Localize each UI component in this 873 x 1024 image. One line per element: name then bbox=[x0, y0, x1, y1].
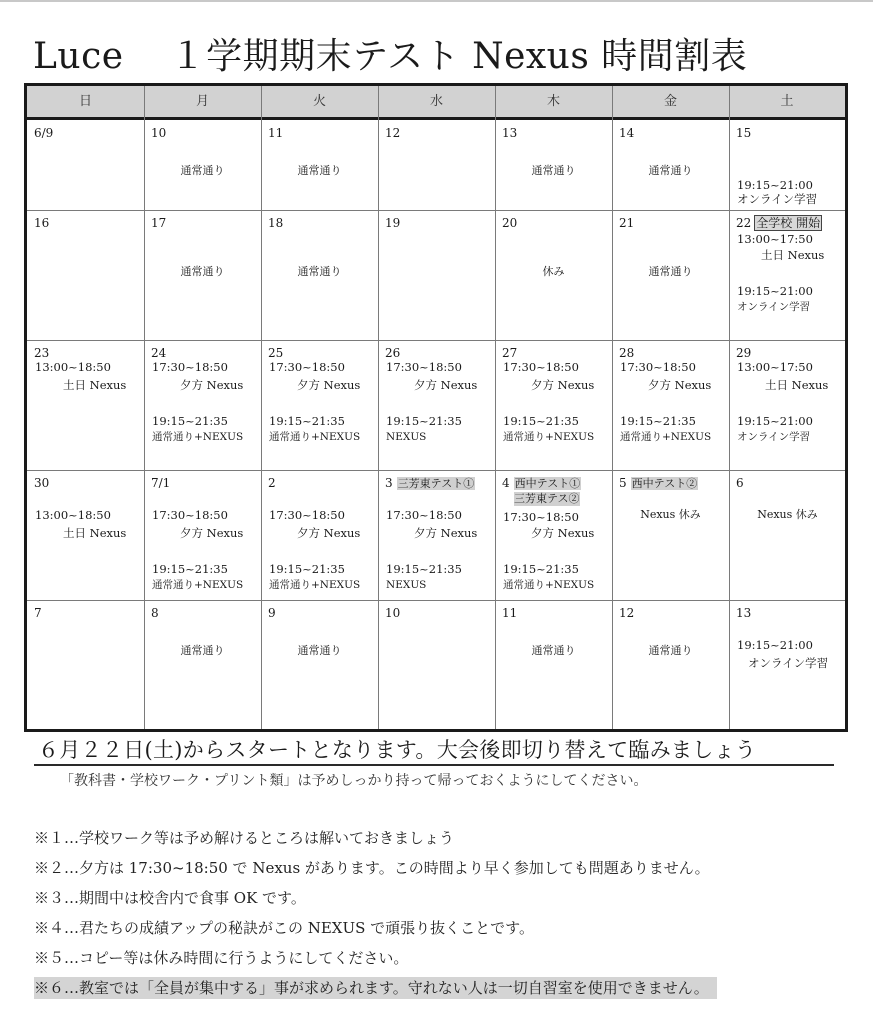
program-text: NEXUS bbox=[386, 579, 427, 591]
time-text: 19:15~21:35 bbox=[386, 562, 462, 576]
program-text: 夕方 Nexus bbox=[180, 526, 244, 540]
weekday-1: 月 bbox=[195, 94, 209, 109]
day-number: 22 全学校 開始 bbox=[736, 216, 821, 230]
brand-name: Luce bbox=[33, 36, 124, 77]
calendar-day-cell bbox=[378, 600, 495, 729]
day-number: 10 bbox=[385, 606, 401, 620]
calendar-day-cell bbox=[378, 470, 495, 600]
weekday-0: 日 bbox=[78, 94, 92, 109]
program-text: オンライン学習 bbox=[737, 431, 811, 443]
cell-text: 通常通り bbox=[648, 164, 693, 177]
calendar-table bbox=[24, 83, 848, 732]
day-number: 18 bbox=[268, 216, 284, 230]
day-number: 5 西中テスト② bbox=[619, 476, 698, 490]
cell-text: 通常通り bbox=[297, 644, 342, 657]
weekday-2: 火 bbox=[312, 94, 326, 109]
program-text: オンライン学習 bbox=[737, 301, 811, 313]
cell-text: 通常通り bbox=[648, 644, 693, 657]
time-text: 19:15~21:35 bbox=[269, 414, 345, 428]
calendar-day-cell bbox=[495, 210, 612, 340]
calendar-day-cell bbox=[495, 120, 612, 210]
program-text: オンライン学習 bbox=[737, 192, 818, 206]
day-number: 25 bbox=[268, 346, 284, 360]
cell-text: Nexus 休み bbox=[757, 508, 818, 521]
calendar-day-cell bbox=[612, 210, 729, 340]
day-number: 16 bbox=[34, 216, 50, 230]
day-number: 7 bbox=[34, 606, 42, 620]
day-number: 6/9 bbox=[34, 126, 54, 140]
calendar-day-cell bbox=[729, 120, 845, 210]
calendar-day-cell bbox=[144, 120, 261, 210]
start-banner: ６月２２日(土)からスタートとなります。大会後即切り替えて臨みましょう bbox=[38, 738, 757, 762]
note-1: ※１…学校ワーク等は予め解けるところは解いておきましょう bbox=[34, 829, 455, 847]
time-text: 17:30~18:50 bbox=[386, 508, 462, 522]
time-text: 17:30~18:50 bbox=[152, 360, 228, 374]
weekday-header bbox=[27, 86, 845, 120]
weekday-6: 土 bbox=[780, 94, 794, 109]
time-text: 19:15~21:00 bbox=[737, 638, 813, 652]
day-number: 11 bbox=[268, 126, 284, 140]
calendar-day-cell bbox=[261, 600, 378, 729]
day-number: 8 bbox=[151, 606, 159, 620]
calendar-day-cell bbox=[495, 470, 612, 600]
time-text: 19:15~21:35 bbox=[620, 414, 696, 428]
calendar-day-cell bbox=[612, 340, 729, 470]
cell-text: 休み bbox=[542, 265, 565, 278]
calendar-day-cell bbox=[144, 470, 261, 600]
day-number: 24 bbox=[151, 346, 167, 360]
calendar-day-cell bbox=[27, 340, 144, 470]
time-text: 17:30~18:50 bbox=[152, 508, 228, 522]
note-2: ※２…夕方は 17:30~18:50 で Nexus があります。この時間より早く参加しても問題ありません。 bbox=[34, 859, 710, 877]
note-4: ※４…君たちの成績アップの秘訣がこの NEXUS で頑張り抜くことです。 bbox=[34, 919, 534, 937]
day-number: 15 bbox=[736, 126, 752, 140]
calendar-day-cell bbox=[27, 210, 144, 340]
day-number: 27 bbox=[502, 346, 518, 360]
test-tag: 西中テスト② bbox=[631, 477, 698, 490]
weekday-4: 木 bbox=[546, 94, 560, 109]
weekday-5: 金 bbox=[663, 94, 677, 109]
time-text: 13:00~17:50 bbox=[737, 360, 813, 374]
program-text: 通常通り+NEXUS bbox=[152, 431, 244, 443]
calendar-day-cell bbox=[495, 600, 612, 729]
banner-underline bbox=[34, 764, 834, 766]
day-number: 10 bbox=[151, 126, 167, 140]
time-text: 17:30~18:50 bbox=[386, 360, 462, 374]
program-text: 夕方 Nexus bbox=[531, 378, 595, 392]
program-text: 夕方 Nexus bbox=[648, 378, 712, 392]
test-tag: 三芳東テス② bbox=[514, 492, 580, 505]
calendar-day-cell bbox=[612, 470, 729, 600]
calendar-day-cell bbox=[144, 340, 261, 470]
cell-text: 通常通り bbox=[648, 265, 693, 278]
calendar-day-cell bbox=[378, 340, 495, 470]
page-title bbox=[33, 34, 747, 80]
cell-text: 通常通り bbox=[297, 265, 342, 278]
cell-text: 通常通り bbox=[180, 265, 225, 278]
time-text: 13:00~17:50 bbox=[737, 232, 813, 246]
calendar-day-cell bbox=[27, 470, 144, 600]
calendar-day-cell bbox=[261, 210, 378, 340]
calendar-day-cell bbox=[378, 120, 495, 210]
note-6: ※６…教室では「全員が集中する」事が求められます。守れない人は一切自習室を使用できません。 bbox=[34, 977, 717, 999]
time-text: 19:15~21:00 bbox=[737, 284, 813, 298]
program-text: 夕方 Nexus bbox=[531, 526, 595, 540]
day-number: 3 三芳東テスト① bbox=[385, 476, 475, 490]
title-text: １学期期末テスト Nexus 時間割表 bbox=[169, 36, 748, 77]
note-5: ※５…コピー等は休み時間に行うようにしてください。 bbox=[34, 949, 409, 967]
note-3: ※３…期間中は校舎内で食事 OK です。 bbox=[34, 889, 306, 907]
day-number: 11 bbox=[502, 606, 518, 620]
time-text: 19:15~21:35 bbox=[503, 414, 579, 428]
calendar-day-cell bbox=[144, 210, 261, 340]
cell-text: 通常通り bbox=[531, 164, 576, 177]
day-number: 4 西中テスト① bbox=[502, 476, 581, 490]
program-text: 土日 Nexus bbox=[761, 248, 825, 262]
day-number: 26 bbox=[385, 346, 401, 360]
program-text: 通常通り+NEXUS bbox=[503, 431, 595, 443]
calendar-day-cell bbox=[144, 600, 261, 729]
program-text: 通常通り+NEXUS bbox=[620, 431, 712, 443]
calendar-day-cell bbox=[729, 340, 845, 470]
day-number: 7/1 bbox=[151, 476, 171, 490]
test-tag: 三芳東テスト① bbox=[397, 477, 475, 490]
test-tag: 西中テスト① bbox=[514, 477, 581, 490]
program-text: NEXUS bbox=[386, 431, 427, 443]
time-text: 13:00~18:50 bbox=[35, 508, 111, 522]
calendar-day-cell bbox=[729, 600, 845, 729]
bring-materials-note: 「教科書・学校ワーク・プリント類」は予めしっかり持って帰っておくようにしてください。 bbox=[60, 773, 648, 789]
time-text: 19:15~21:00 bbox=[737, 414, 813, 428]
time-text: 19:15~21:35 bbox=[386, 414, 462, 428]
program-text: 通常通り+NEXUS bbox=[269, 431, 361, 443]
time-text: 13:00~18:50 bbox=[35, 360, 111, 374]
day-number: 17 bbox=[151, 216, 167, 230]
day-number: 30 bbox=[34, 476, 50, 490]
day-number: 9 bbox=[268, 606, 276, 620]
program-text: 通常通り+NEXUS bbox=[269, 579, 361, 591]
cell-text: 通常通り bbox=[180, 164, 225, 177]
calendar-day-cell bbox=[261, 120, 378, 210]
cell-text: Nexus 休み bbox=[640, 508, 701, 521]
program-text: 土日 Nexus bbox=[765, 378, 829, 392]
program-text: 通常通り+NEXUS bbox=[503, 579, 595, 591]
day-number: 12 bbox=[385, 126, 401, 140]
calendar-day-cell bbox=[495, 340, 612, 470]
top-border bbox=[0, 0, 873, 2]
cell-text: 通常通り bbox=[531, 644, 576, 657]
time-text: 19:15~21:35 bbox=[269, 562, 345, 576]
program-text: 夕方 Nexus bbox=[414, 526, 478, 540]
program-text: 夕方 Nexus bbox=[297, 378, 361, 392]
day-number: 28 bbox=[619, 346, 635, 360]
time-text: 17:30~18:50 bbox=[269, 508, 345, 522]
day-number: 6 bbox=[736, 476, 744, 490]
event-tag: 全学校 開始 bbox=[756, 216, 821, 230]
day-number: 13 bbox=[736, 606, 752, 620]
day-number: 21 bbox=[619, 216, 635, 230]
time-text: 17:30~18:50 bbox=[620, 360, 696, 374]
program-text: 夕方 Nexus bbox=[297, 526, 361, 540]
day-number: 19 bbox=[385, 216, 401, 230]
day-number: 12 bbox=[619, 606, 635, 620]
day-number: 2 bbox=[268, 476, 276, 490]
day-number: 14 bbox=[619, 126, 635, 140]
time-text: 17:30~18:50 bbox=[269, 360, 345, 374]
calendar-day-cell bbox=[729, 210, 845, 340]
program-text: 通常通り+NEXUS bbox=[152, 579, 244, 591]
calendar-day-cell bbox=[378, 210, 495, 340]
calendar-day-cell bbox=[729, 470, 845, 600]
time-text: 19:15~21:00 bbox=[737, 178, 813, 192]
cell-text: 通常通り bbox=[180, 644, 225, 657]
day-number: 29 bbox=[736, 346, 752, 360]
time-text: 19:15~21:35 bbox=[152, 414, 228, 428]
calendar-day-cell bbox=[612, 120, 729, 210]
time-text: 17:30~18:50 bbox=[503, 360, 579, 374]
calendar-day-cell bbox=[27, 120, 144, 210]
day-number: 23 bbox=[34, 346, 50, 360]
program-text: 土日 Nexus bbox=[63, 526, 127, 540]
weekday-3: 水 bbox=[429, 94, 443, 109]
calendar-day-cell bbox=[612, 600, 729, 729]
program-text: 夕方 Nexus bbox=[180, 378, 244, 392]
calendar-day-cell bbox=[261, 470, 378, 600]
program-text: 夕方 Nexus bbox=[414, 378, 478, 392]
day-number: 20 bbox=[502, 216, 518, 230]
calendar-day-cell bbox=[261, 340, 378, 470]
day-number: 13 bbox=[502, 126, 518, 140]
time-text: 19:15~21:35 bbox=[152, 562, 228, 576]
program-text: 土日 Nexus bbox=[63, 378, 127, 392]
program-text: オンライン学習 bbox=[748, 656, 829, 670]
cell-text: 通常通り bbox=[297, 164, 342, 177]
time-text: 17:30~18:50 bbox=[503, 510, 579, 524]
calendar-day-cell bbox=[27, 600, 144, 729]
time-text: 19:15~21:35 bbox=[503, 562, 579, 576]
